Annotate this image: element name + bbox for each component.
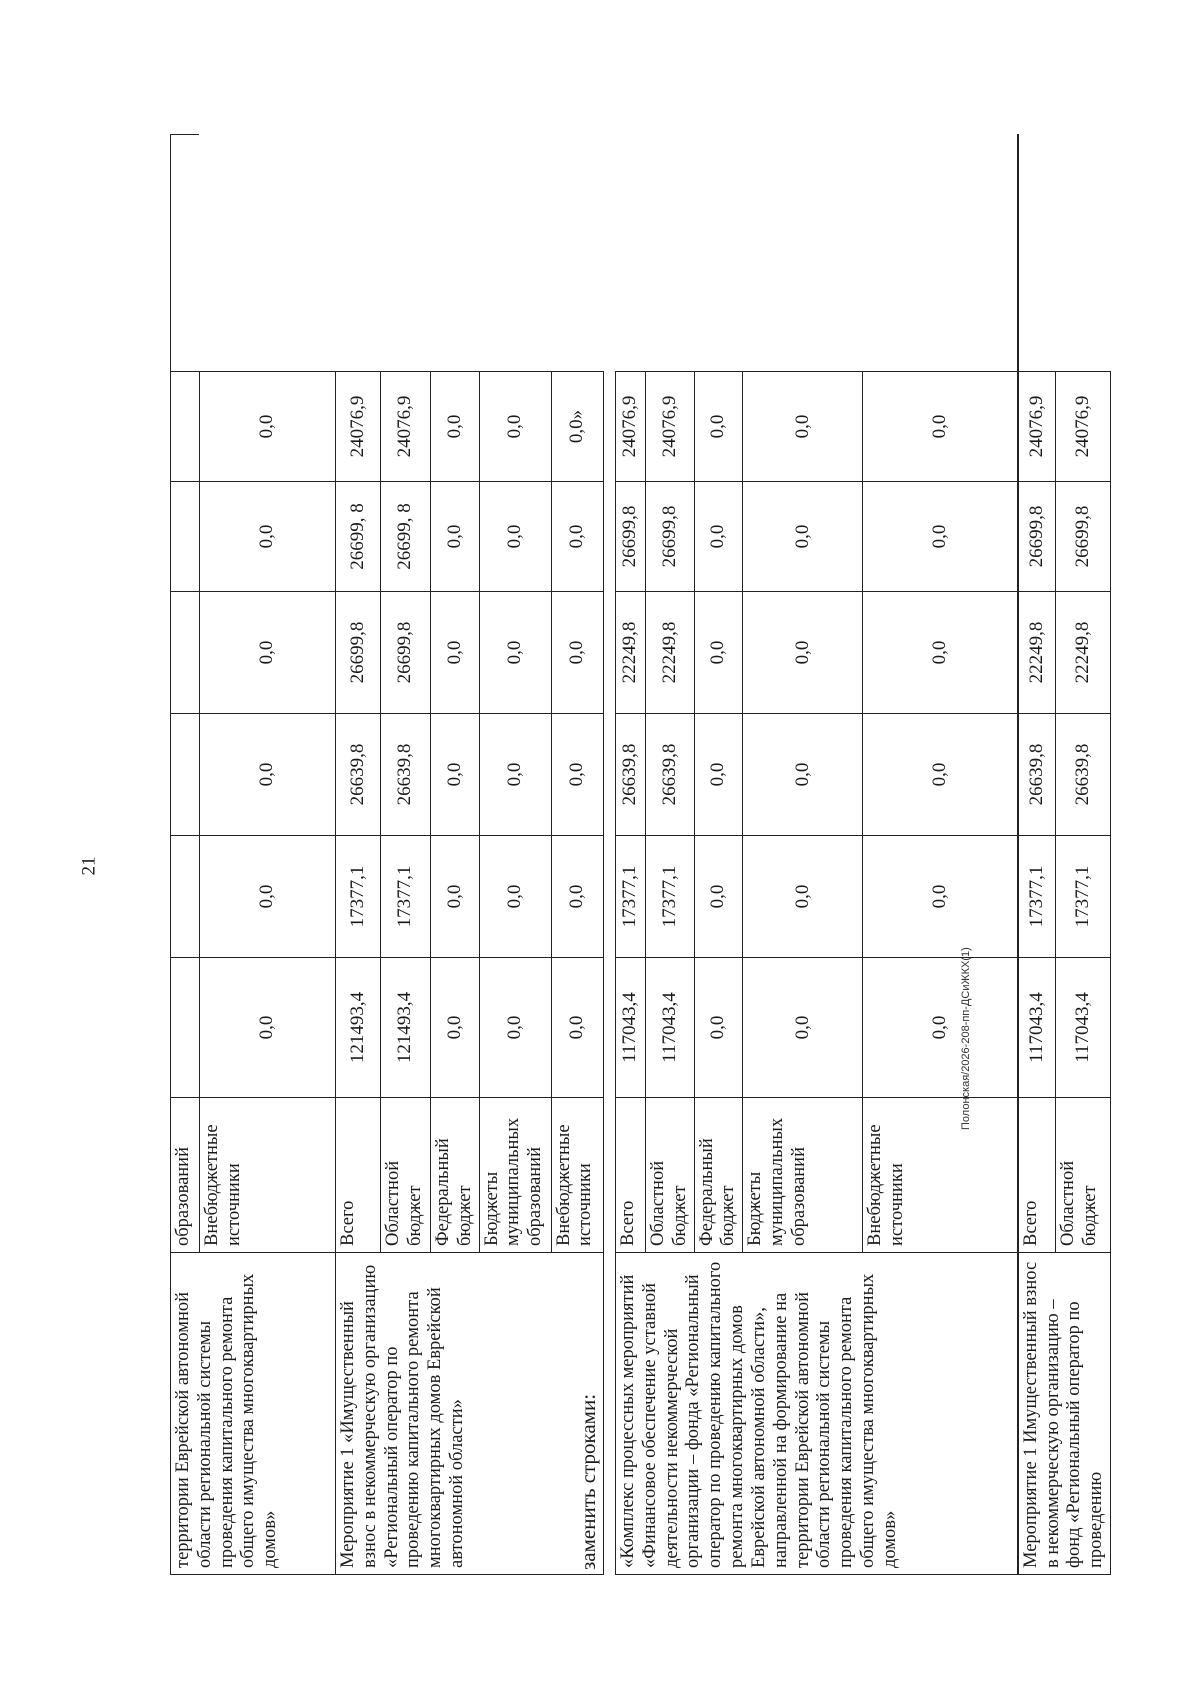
source-label: Бюджеты муниципальных образований	[479, 1098, 551, 1253]
value-cell: 121493,4	[381, 958, 431, 1098]
value-cell: 117043,4	[646, 958, 695, 1098]
value-cell: 17377,1	[1056, 836, 1111, 958]
value-cell: 26699, 8	[381, 482, 431, 592]
source-label: Внебюджетные источники	[863, 1098, 1018, 1253]
source-label: Всего	[336, 1098, 381, 1253]
value-cell: 0,0	[863, 714, 1018, 836]
table-before	[170, 134, 604, 1575]
value-cell: 0,0	[551, 592, 603, 714]
value-cell: 26639,8	[336, 714, 381, 836]
source-label: Всего	[1018, 1098, 1056, 1253]
value-cell: 0,0	[863, 836, 1018, 958]
value-cell: 22249,8	[1056, 592, 1111, 714]
value-cell: 24076,9	[616, 372, 646, 482]
value-cell: 0,0	[694, 482, 743, 592]
value-cell: 26639,8	[1018, 714, 1056, 836]
replace-caption: заменить строками:	[576, 1393, 600, 1570]
value-cell: 0,0	[743, 372, 863, 482]
source-label: Внебюджетные источники	[551, 1098, 603, 1253]
value-cell: 24076,9	[381, 372, 431, 482]
table-row	[616, 135, 646, 1575]
value-cell: 26639,8	[1056, 714, 1111, 836]
value-cell: 26699,8	[1056, 482, 1111, 592]
value-cell: 0,0	[479, 482, 551, 592]
value-cell: 0,0	[199, 592, 335, 714]
value-cell: 0,0	[479, 958, 551, 1098]
value-cell: 26699,8	[1018, 482, 1056, 592]
complex-label: «Комплекс процессных мероприятий «Финансовое обеспечение уставной деятельности некоммерческой организации – фонда «Региональный оператор по проведению капитального ремонта многоквартирных домов Еврейской автономной области», направленной на формирование на территории Еврейской автономной области региональной системы проведения капитального ремонта общего имущества многоквартирных домов»	[616, 1253, 1018, 1575]
source-label: образований	[171, 1098, 200, 1253]
value-cell: 0,0	[863, 592, 1018, 714]
table-after	[615, 135, 1111, 1576]
value-cell: 0,0	[551, 714, 603, 836]
document-code-footer: Полонская/2026-208-пп-ДСиЖКХ(1)	[960, 947, 972, 1130]
value-cell: 0,0	[479, 714, 551, 836]
value-cell: 0,0	[199, 836, 335, 958]
value-cell: 0,0	[551, 482, 603, 592]
source-label: Областной бюджет	[1056, 1098, 1111, 1253]
value-cell: 26699, 8	[336, 482, 381, 592]
value-cell: 0,0	[743, 836, 863, 958]
value-cell: 24076,9	[336, 372, 381, 482]
value-cell: 26699,8	[336, 592, 381, 714]
value-cell: 26699,8	[381, 592, 431, 714]
value-cell: 0,0	[431, 592, 480, 714]
value-cell: 22249,8	[1018, 592, 1056, 714]
table-row	[336, 135, 381, 1575]
source-label: Областной бюджет	[381, 1098, 431, 1253]
value-cell: 0,0	[431, 482, 480, 592]
value-cell: 0,0	[431, 714, 480, 836]
value-cell: 0,0	[199, 372, 335, 482]
source-label: Бюджеты муниципальных образований	[743, 1098, 863, 1253]
value-cell: 0,0	[694, 836, 743, 958]
value-cell: 121493,4	[336, 958, 381, 1098]
measure-label: Мероприятие 1 «Имущественный взнос в некоммерческую организацию «Региональный оператор по проведению капитального ремонта многоквартирных домов Еврейской автономной области»	[336, 1253, 604, 1575]
value-cell: 0,0	[743, 714, 863, 836]
value-cell: 0,0	[863, 958, 1018, 1098]
value-cell: 0,0	[199, 714, 335, 836]
source-label: Всего	[616, 1098, 646, 1253]
value-cell: 0,0	[743, 958, 863, 1098]
value-cell: 0,0	[199, 958, 335, 1098]
page-number: 21	[78, 856, 100, 876]
value-cell: 0,0	[199, 482, 335, 592]
value-cell: 26699,8	[646, 482, 695, 592]
source-label: Федеральный бюджет	[431, 1098, 480, 1253]
value-cell: 0,0	[479, 836, 551, 958]
value-cell: 0,0	[743, 592, 863, 714]
value-cell: 117043,4	[1018, 958, 1056, 1098]
value-cell: 0,0	[551, 958, 603, 1098]
value-cell: 0,0	[479, 372, 551, 482]
value-cell: 0,0	[694, 372, 743, 482]
value-cell: 0,0	[431, 836, 480, 958]
value-cell: 0,0	[431, 372, 480, 482]
value-cell: 0,0	[743, 482, 863, 592]
value-cell: 24076,9	[1056, 372, 1111, 482]
value-cell: 26699,8	[616, 482, 646, 592]
landscape-sheet	[170, 125, 1107, 1575]
table-row	[1018, 135, 1056, 1575]
value-cell: 0,0	[694, 714, 743, 836]
value-cell: 22249,8	[616, 592, 646, 714]
value-cell: 0,0	[431, 958, 480, 1098]
value-cell: 17377,1	[616, 836, 646, 958]
value-cell: 117043,4	[1056, 958, 1111, 1098]
value-cell: 17377,1	[1018, 836, 1056, 958]
value-cell: 0,0	[551, 836, 603, 958]
value-cell: 0,0	[863, 372, 1018, 482]
value-cell: 0,0	[694, 958, 743, 1098]
table-row	[171, 135, 200, 1575]
value-cell: 0,0»	[551, 372, 603, 482]
value-cell: 17377,1	[336, 836, 381, 958]
measure-label: Мероприятие 1 Имущественный взнос в некоммерческую организацию – фонд «Региональный оператор по проведению	[1018, 1253, 1111, 1575]
value-cell: 22249,8	[646, 592, 695, 714]
value-cell: 26639,8	[616, 714, 646, 836]
row-label: территории Еврейской автономной области региональной системы проведения капитального ремонта общего имущества многоквартирных домов»	[171, 1253, 336, 1575]
value-cell: 0,0	[694, 592, 743, 714]
value-cell: 24076,9	[1018, 372, 1056, 482]
source-label: Федеральный бюджет	[694, 1098, 743, 1253]
value-cell: 0,0	[479, 592, 551, 714]
source-label: Областной бюджет	[646, 1098, 695, 1253]
value-cell: 24076,9	[646, 372, 695, 482]
value-cell: 17377,1	[646, 836, 695, 958]
value-cell: 26639,8	[646, 714, 695, 836]
source-label: Внебюджетные источники	[199, 1098, 335, 1253]
value-cell: 26639,8	[381, 714, 431, 836]
value-cell: 0,0	[863, 482, 1018, 592]
value-cell: 117043,4	[616, 958, 646, 1098]
value-cell: 17377,1	[381, 836, 431, 958]
